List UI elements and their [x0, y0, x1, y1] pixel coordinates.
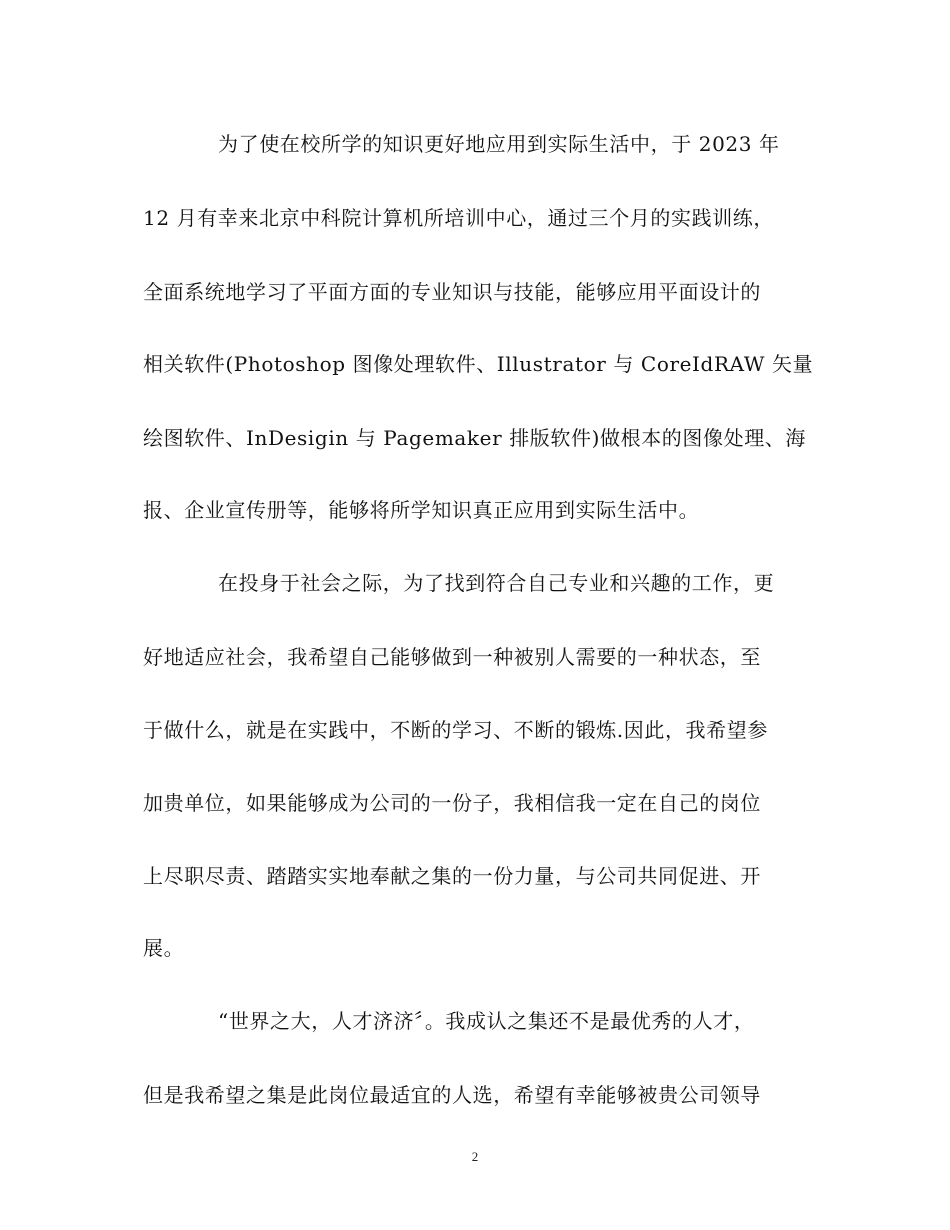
paragraph-2-line-4: 加贵单位，如果能够成为公司的一份子，我相信我一定在自己的岗位: [143, 791, 761, 815]
paragraph-3-line-2: 但是我希望之集是此岗位最适宜的人选，希望有幸能够被贵公司领导: [143, 1083, 761, 1107]
paragraph-1-line-1: 为了使在校所学的知识更好地应用到实际生活中，于 2023 年: [218, 132, 780, 156]
paragraph-2-line-6: 展。: [143, 936, 185, 960]
paragraph-2-line-2: 好地适应社会，我希望自己能够做到一种被别人需要的一种状态，至: [143, 645, 761, 669]
paragraph-1-line-5: 绘图软件、InDesigin 与 Pagemaker 排版软件)做根本的图像处理、海: [143, 426, 806, 450]
paragraph-1-line-4: 相关软件(Photoshop 图像处理软件、Illustrator 与 CoreIdRAW 矢量: [143, 352, 814, 376]
page-number: 2: [471, 1149, 479, 1164]
paragraph-1-line-2: 12 月有幸来北京中科院计算机所培训中心，通过三个月的实践训练，: [143, 206, 775, 230]
paragraph-2-line-5: 上尽职尽责、踏踏实实地奉献之集的一份力量，与公司共同促进、开: [143, 864, 761, 888]
paragraph-1-line-6: 报、企业宣传册等，能够将所学知识真正应用到实际生活中。: [143, 498, 700, 522]
paragraph-2-line-1: 在投身于社会之际，为了找到符合自己专业和兴趣的工作，更: [218, 571, 775, 595]
paragraph-3-line-1: “世界之大，人才济济〞。我成认之集还不是最优秀的人才，: [218, 1009, 755, 1033]
paragraph-2-line-3: 于做什么，就是在实践中，不断的学习、不断的锻炼.因此，我希望参: [143, 718, 768, 742]
paragraph-1-line-3: 全面系统地学习了平面方面的专业知识与技能，能够应用平面设计的: [143, 280, 761, 304]
